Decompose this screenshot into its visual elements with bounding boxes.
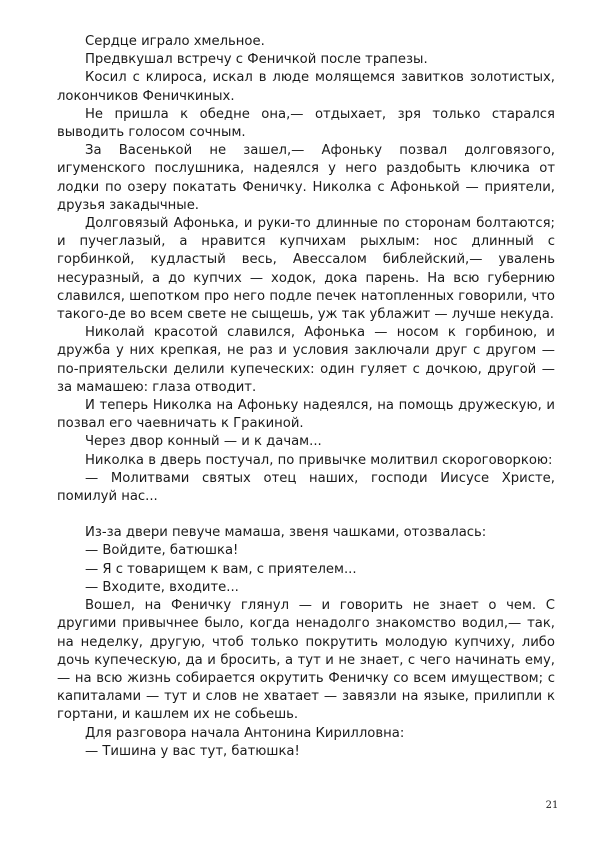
- paragraph: Предвкушал встречу с Феничкой после трапезы.: [85, 52, 428, 68]
- paragraph: Николай красотой славился, Афонька — носом к горбиною, и дружба у них крепкая, не раз и условия заключали друг с другом — по-приятельски делили купеческих: один гуляет с дочкою, другой — за мамашею: глаза отводит.: [57, 325, 555, 395]
- page-body-text: [57, 33, 555, 761]
- paragraph: — Тишина у вас тут, батюшка!: [85, 743, 300, 759]
- paragraph: Косил с клироса, искал в люде молящемся завитков золотистых, локончиков Феничкиных.: [57, 70, 555, 104]
- paragraph: Через двор конный — и к дачам...: [85, 434, 322, 450]
- paragraph: За Васенькой не зашел,— Афоньку позвал долговязого, игуменского послушника, надеялся у него раздобыть ключика от лодки по озеру покатать Феничку. Николка с Афонькой — приятели, друзья закадычные.: [57, 143, 555, 213]
- paragraph: Долговязый Афонька, и руки-то длинные по сторонам болтаются; и пучеглазый, а нравится купчихам рыхлым: нос длинный с горбинкой, кудластый весь, Авессалом библейский,— увалень несуразный, а до купчих — ходок, дока парень. На всю губернию славился, шепотком про него подле печек натопленных говорили, что такого-де во всем свете не сыщешь, уж так ублажит — лучше некуда.: [57, 216, 555, 323]
- paragraph: И теперь Николка на Афоньку надеялся, на помощь дружескую, и позвал его чаевничать к Гракиной.: [57, 398, 555, 432]
- paragraph: — Молитвами святых отец наших, господи Иисусе Христе, помилуй нас...: [57, 470, 555, 505]
- page-number: 21: [545, 800, 559, 811]
- paragraph: Из-за двери певуче мамаша, звеня чашками, отозвалась:: [85, 525, 487, 541]
- paragraph: — Входите, входите...: [85, 579, 239, 595]
- paragraph: Сердце играло хмельное.: [85, 34, 265, 49]
- paragraph: — Я с товарищем к вам, с приятелем...: [85, 561, 357, 577]
- paragraph: Вошел, на Феничку глянул — и говорить не знает о чем. С другими привычнее было, когда ненадолго знакомство водил,— так, на неделку, другую, чтоб только покрутить молодую купчиху, либо дочь купеческую, да и бросить, а тут и не знает, с чего начинать ему, — на всю жизнь собирается окрутить Феничку со всем имуществом; с капиталами — тут и слов не хватает — завязли на языке, прилипли к гортани, и кашлем их не собьешь.: [57, 598, 555, 723]
- paragraph: Для разговора начала Антонина Кирилловна:: [85, 725, 405, 741]
- paragraph: — Войдите, батюшка!: [85, 543, 239, 559]
- paragraph: Не пришла к обедне она,— отдыхает, зря только старался выводить голосом сочным.: [57, 106, 555, 141]
- paragraph: Николка в дверь постучал, по привычке молитвил скороговоркою:: [85, 452, 553, 468]
